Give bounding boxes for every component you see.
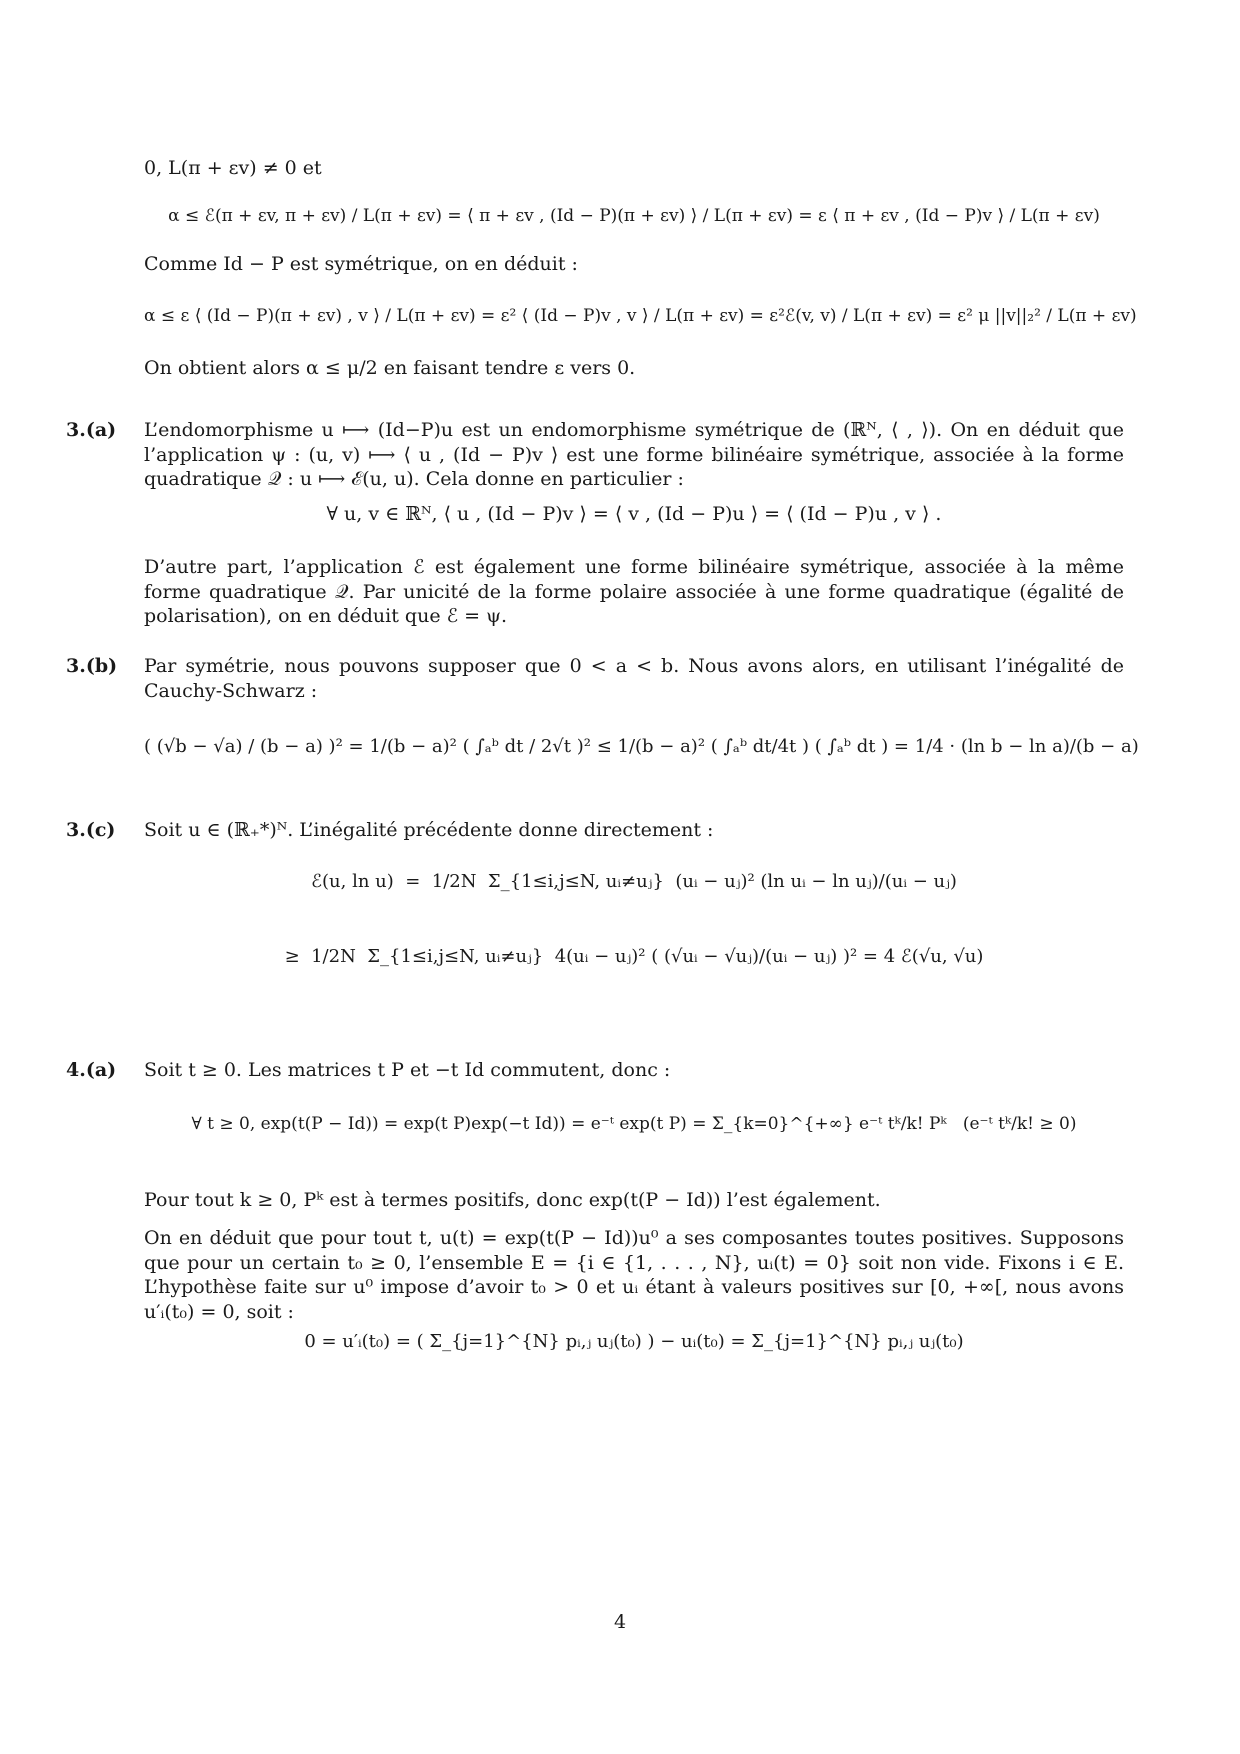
- section-label-3b: 3.(b): [66, 655, 118, 677]
- page-number: 4: [613, 1611, 627, 1633]
- text-line-symmetric: Comme Id − P est symétrique, on en déduit :: [144, 253, 578, 275]
- section-label-3c: 3.(c): [66, 819, 116, 841]
- section-label-3a: 3.(a): [66, 419, 117, 441]
- text-line-intro: 0, L(π + εv) ≠ 0 et: [144, 157, 322, 179]
- paragraph-4a-1: Soit t ≥ 0. Les matrices t P et −t Id commutent, donc :: [144, 1059, 671, 1081]
- equation-4a-derivative: 0 = u′ᵢ(t₀) = ( Σ_{j=1}^{N} pᵢ,ⱼ uⱼ(t₀) ) − uᵢ(t₀) = Σ_{j=1}^{N} pᵢ,ⱼ uⱼ(t₀): [304, 1331, 964, 1352]
- equation-alpha-2: α ≤ ε ⟨ (Id − P)(π + εv) , v ⟩ / L(π + εv) = ε² ⟨ (Id − P)v , v ⟩ / L(π + εv) = ε²ℰ(v, v) / L(π + εv) = ε² μ ||v||₂² / L(π + εv): [144, 306, 1137, 326]
- equation-3c-line2: ≥ 1/2N Σ_{1≤i,j≤N, uᵢ≠uⱼ} 4(uᵢ − uⱼ)² ( (√uᵢ − √uⱼ)/(uᵢ − uⱼ) )² = 4 ℰ(√u, √u): [284, 946, 984, 967]
- equation-4a-exp: ∀ t ≥ 0, exp(t(P − Id)) = exp(t P)exp(−t Id)) = e⁻ᵗ exp(t P) = Σ_{k=0}^{+∞} e⁻ᵗ tᵏ/k! Pᵏ (e⁻ᵗ tᵏ/k! ≥ 0): [191, 1114, 1077, 1134]
- paragraph-3a-1: L’endomorphisme u ⟼ (Id−P)u est un endomorphisme symétrique de (ℝᴺ, ⟨ , ⟩). On en déduit que l’application ψ : (u, v) ⟼ ⟨ u , (Id − P)v ⟩ est une forme bilinéaire symétrique, associée à la forme quadratique 𝒬 : u ⟼ ℰ(u, u). Cela donne en particulier :: [144, 419, 1124, 491]
- equation-3b: ( (√b − √a) / (b − a) )² = 1/(b − a)² ( ∫ₐᵇ dt / 2√t )² ≤ 1/(b − a)² ( ∫ₐᵇ dt/4t ) ( ∫ₐᵇ dt ) = 1/4 · (ln b − ln a)/(b − a): [144, 736, 1139, 757]
- paragraph-4a-3: On en déduit que pour tout t, u(t) = exp(t(P − Id))u⁰ a ses composantes toutes positives. Supposons que pour un certain t₀ ≥ 0, l’ensemble E = {i ∈ {1, . . . , N}, uᵢ(t) = 0} soit non vide. Fixons i ∈ E. L’hypothèse faite sur u⁰ impose d’avoir t₀ > 0 et uᵢ étant à valeurs positives sur [0, +∞[, nous avons u′ᵢ(t₀) = 0, soit :: [144, 1227, 1124, 1324]
- equation-3c-line1: ℰ(u, ln u) = 1/2N Σ_{1≤i,j≤N, uᵢ≠uⱼ} (uᵢ − uⱼ)² (ln uᵢ − ln uⱼ)/(uᵢ − uⱼ): [311, 871, 957, 892]
- paragraph-3b: Par symétrie, nous pouvons supposer que 0 < a < b. Nous avons alors, en utilisant l’inégalité de Cauchy-Schwarz :: [144, 655, 1124, 702]
- paragraph-4a-2: Pour tout k ≥ 0, Pᵏ est à termes positifs, donc exp(t(P − Id)) l’est également.: [144, 1189, 881, 1211]
- equation-alpha-1: α ≤ ℰ(π + εv, π + εv) / L(π + εv) = ⟨ π + εv , (Id − P)(π + εv) ⟩ / L(π + εv) = ε ⟨ π + εv , (Id − P)v ⟩ / L(π + εv): [168, 206, 1100, 226]
- equation-3a: ∀ u, v ∈ ℝᴺ, ⟨ u , (Id − P)v ⟩ = ⟨ v , (Id − P)u ⟩ = ⟨ (Id − P)u , v ⟩ .: [326, 503, 942, 525]
- paragraph-3c: Soit u ∈ (ℝ₊*)ᴺ. L’inégalité précédente donne directement :: [144, 819, 714, 841]
- paragraph-3a-2: D’autre part, l’application ℰ est également une forme bilinéaire symétrique, associée à la même forme quadratique 𝒬. Par unicité de la forme polaire associée à une forme quadratique (égalité de polarisation), on en déduit que ℰ = ψ.: [144, 556, 1124, 628]
- section-label-4a: 4.(a): [66, 1059, 117, 1081]
- text-line-conclusion: On obtient alors α ≤ μ/2 en faisant tendre ε vers 0.: [144, 357, 636, 379]
